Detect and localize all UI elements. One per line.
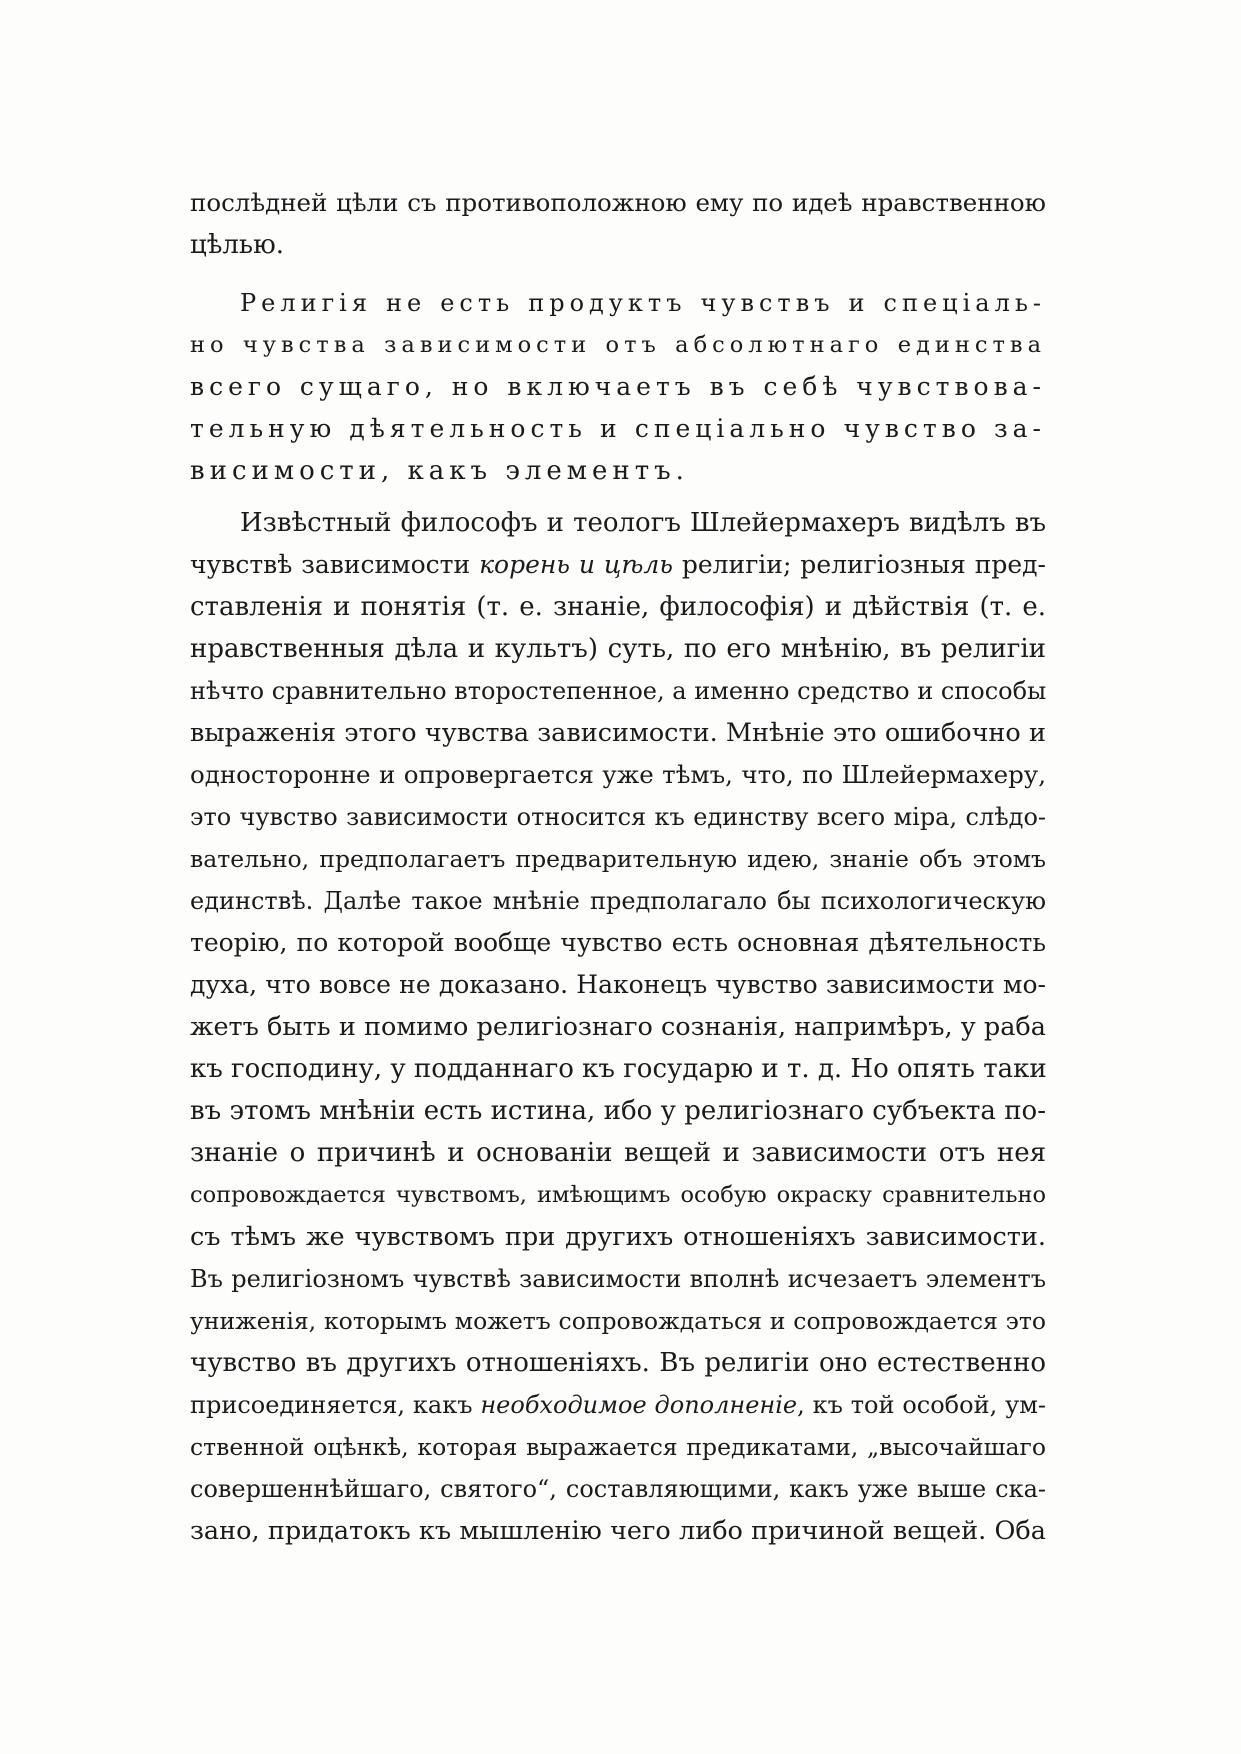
thesis-line: тельную дѣятельность и спеціально чувство за- [190, 414, 1046, 443]
text-line: односторонне и опровергается уже тѣмъ, что, по Шлейермахеру, [190, 760, 1046, 789]
text-line: вательно, предполагаетъ предварительную идею, знаніе объ этомъ [190, 845, 1046, 873]
text-line: униженія, которымъ можетъ сопровождаться и сопровождается это [190, 1307, 1046, 1335]
text-line: теорію, по которой вообще чувство есть основная дѣятельность [190, 928, 1046, 957]
text-line: нравственныя дѣла и культъ) суть, по его мнѣнію, въ религіи [190, 634, 1046, 664]
text-line: совершеннѣйшаго, святого“, составляющими, какъ уже выше ска- [190, 1475, 1046, 1503]
page-text [190, 182, 1046, 1552]
text-run: религіи; религіозныя пред- [672, 550, 1046, 579]
text-run: присоединяется, какъ [190, 1391, 481, 1419]
emphasis: корень и цѣль [479, 550, 673, 579]
text-line: знаніе о причинѣ и основаніи вещей и зависимости отъ нея [190, 1138, 1046, 1168]
thesis-line: висимости, какъ элементъ. [190, 456, 689, 486]
text-line: это чувство зависимости относится къ единству всего міра, слѣдо- [190, 803, 1046, 831]
text-line: духа, что вовсе не доказано. Наконецъ чувство зависимости мо- [190, 970, 1046, 999]
text-line: нѣчто сравнительно второстепенное, а именно средство и способы [190, 677, 1047, 705]
text-line-with-emphasis [190, 544, 1046, 586]
text-line: выраженія этого чувства зависимости. Мнѣніе это ошибочно и [190, 718, 1046, 748]
text-line: жетъ быть и помимо религіознаго сознанія, напримѣръ, у раба [190, 1012, 1046, 1042]
text-line: единствѣ. Далѣе такое мнѣніе предполагало бы психологическую [190, 887, 1046, 915]
thesis-line: Религія не есть продуктъ чувствъ и спеціаль- [240, 289, 1046, 317]
text-line: чувство въ другихъ отношеніяхъ. Въ религіи оно естественно [190, 1348, 1046, 1378]
emphasis: необходимое дополненіе [480, 1391, 798, 1419]
text-line: ставленія и понятія (т. е. знаніе, философія) и дѣйствія (т. е. [190, 592, 1046, 622]
text-line: Въ религіозномъ чувствѣ зависимости вполнѣ исчезаетъ элементъ [190, 1265, 1046, 1293]
text-run: , къ той особой, ум- [797, 1391, 1046, 1419]
text-line: съ тѣмъ же чувствомъ при другихъ отношеніяхъ зависимости. [190, 1222, 1046, 1252]
text-line: Извѣстный философъ и теологъ Шлейермахеръ видѣлъ въ [240, 508, 1046, 538]
text-line: сопровождается чувствомъ, имѣющимъ особую окраску сравнительно [190, 1182, 1046, 1208]
text-line: послѣдней цѣли съ противоположною ему по идеѣ нравственною [190, 188, 1046, 217]
text-line: зано, придатокъ къ мышленію чего либо причиной вещей. Оба [190, 1516, 1046, 1546]
text-line: въ этомъ мнѣніи есть истина, ибо у религіознаго субъекта по- [190, 1096, 1046, 1126]
text-line: цѣлью. [190, 230, 284, 260]
text-line: ственной оцѣнкѣ, которая выражается предикатами, „высочайшаго [190, 1433, 1046, 1461]
text-run: чувствѣ зависимости [190, 550, 480, 579]
thesis-line: всего сущаго, но включаетъ въ себѣ чувствова- [190, 372, 1046, 401]
thesis-line: но чувства зависимости отъ абсолютнаго единства [190, 332, 1046, 358]
text-line-with-emphasis [190, 1384, 1046, 1426]
text-line: къ господину, у подданнаго къ государю и т. д. Но опять таки [190, 1054, 1047, 1084]
